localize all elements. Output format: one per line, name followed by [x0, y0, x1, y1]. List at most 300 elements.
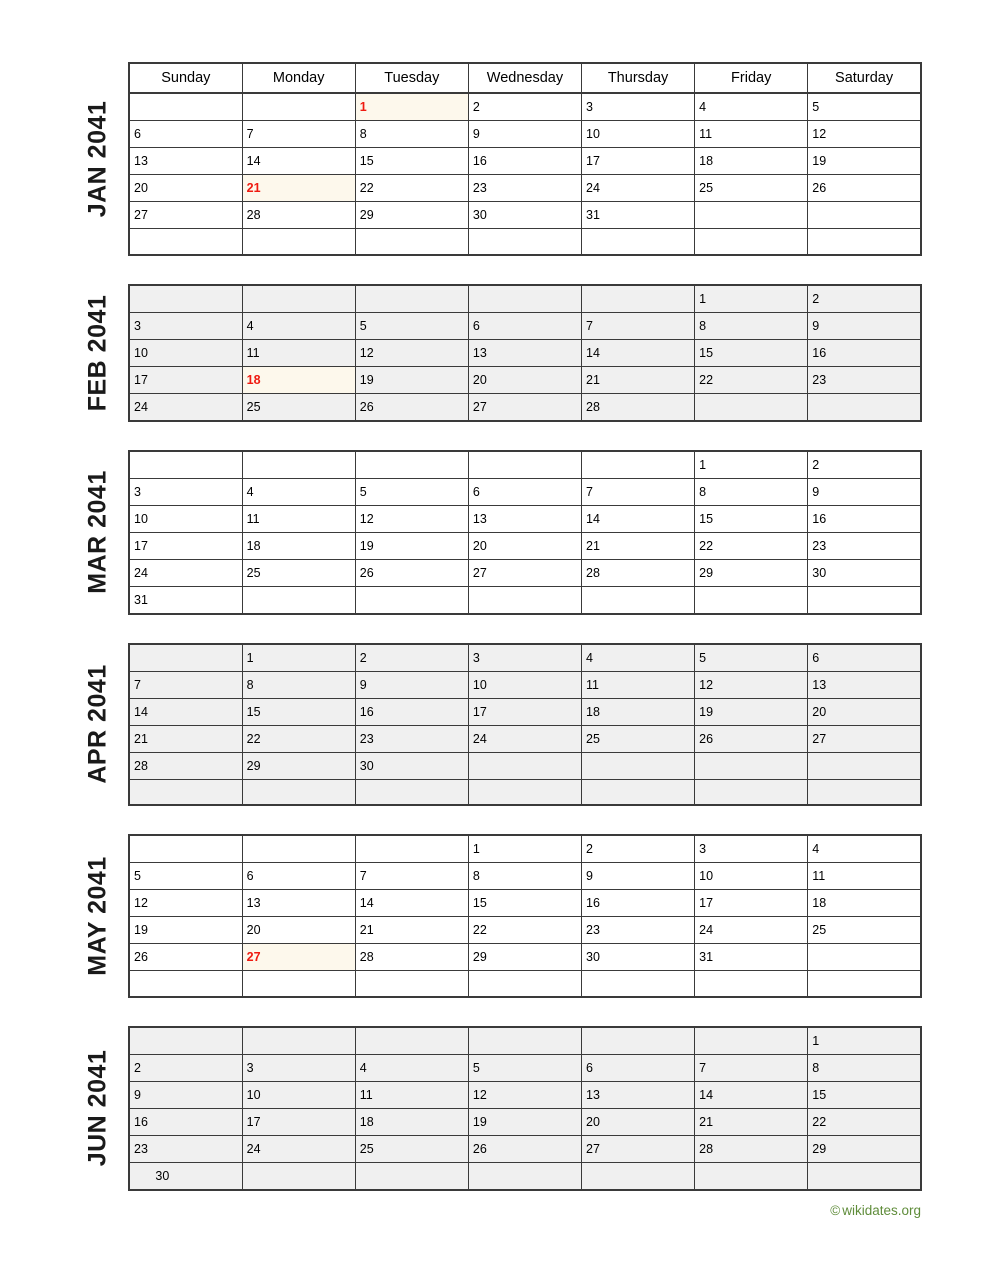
day-cell[interactable] [468, 93, 581, 121]
day-number: 1 [472, 842, 480, 856]
day-cell[interactable] [468, 121, 581, 148]
day-cell-empty [129, 835, 242, 863]
day-number: 5 [134, 869, 141, 883]
day-cell[interactable] [808, 532, 921, 559]
day-cell-highlighted[interactable] [242, 366, 355, 393]
day-cell[interactable] [355, 121, 468, 148]
day-number: 11 [246, 345, 260, 360]
day-number: 2 [472, 100, 480, 114]
day-cell[interactable] [468, 644, 581, 672]
day-cell[interactable] [355, 559, 468, 586]
day-cell[interactable] [355, 890, 468, 917]
day-cell-empty [129, 285, 242, 313]
day-cell[interactable] [808, 339, 921, 366]
week-row [129, 366, 921, 393]
day-cell[interactable] [129, 1108, 242, 1135]
day-cell[interactable] [808, 1135, 921, 1162]
day-number: 8 [699, 484, 707, 499]
day-cell[interactable] [242, 1054, 355, 1081]
day-cell[interactable] [355, 917, 468, 944]
day-cell[interactable] [468, 559, 581, 586]
day-number: 3 [699, 842, 707, 856]
day-cell-highlighted[interactable] [242, 944, 355, 971]
day-cell[interactable] [582, 1108, 695, 1135]
day-cell[interactable] [129, 1054, 242, 1081]
day-cell[interactable] [129, 671, 242, 698]
day-number: 14 [586, 511, 600, 526]
day-cell[interactable] [582, 863, 695, 890]
day-number: 5 [472, 1060, 480, 1075]
day-cell[interactable] [468, 725, 581, 752]
day-number: 3 [134, 484, 141, 499]
day-number: 30 [586, 950, 600, 964]
day-cell[interactable] [129, 505, 242, 532]
copyright-icon: © [830, 1203, 841, 1218]
day-number: 16 [812, 511, 827, 526]
day-cell-empty [242, 835, 355, 863]
day-cell[interactable] [355, 478, 468, 505]
month-label-apr: APR 2041 [83, 664, 112, 784]
weekday-header-monday: Monday [242, 63, 355, 93]
day-cell[interactable] [355, 1108, 468, 1135]
day-cell[interactable] [582, 148, 695, 175]
day-cell[interactable] [242, 312, 355, 339]
day-cell-empty [695, 202, 808, 229]
day-cell[interactable] [468, 1108, 581, 1135]
day-cell[interactable] [355, 532, 468, 559]
day-cell[interactable] [808, 559, 921, 586]
day-cell[interactable] [355, 944, 468, 971]
day-cell[interactable] [808, 175, 921, 202]
day-number: 25 [246, 565, 261, 580]
week-row [129, 725, 921, 752]
day-cell[interactable] [468, 944, 581, 971]
day-number: 20 [246, 923, 261, 937]
week-row [129, 312, 921, 339]
day-cell[interactable] [242, 863, 355, 890]
day-cell[interactable] [242, 1081, 355, 1108]
day-number: 1 [699, 291, 707, 306]
day-cell[interactable] [695, 366, 808, 393]
week-row [129, 586, 921, 614]
day-cell[interactable] [468, 312, 581, 339]
day-cell-empty [129, 229, 242, 255]
day-number: 21 [246, 181, 261, 195]
day-cell[interactable] [355, 752, 468, 779]
day-number: 4 [586, 650, 593, 665]
day-cell[interactable] [242, 559, 355, 586]
day-cell-empty [242, 971, 355, 997]
day-cell[interactable] [468, 671, 581, 698]
month-label-wrap-mar [68, 450, 128, 615]
day-cell-empty [242, 93, 355, 121]
day-cell[interactable] [582, 917, 695, 944]
day-number: 18 [246, 372, 261, 387]
day-cell[interactable] [468, 698, 581, 725]
day-cell[interactable] [695, 1081, 808, 1108]
day-cell[interactable] [695, 175, 808, 202]
day-cell[interactable] [355, 175, 468, 202]
day-cell[interactable] [808, 890, 921, 917]
day-cell[interactable] [355, 1054, 468, 1081]
day-cell[interactable] [808, 698, 921, 725]
week-row [129, 1054, 921, 1081]
day-cell[interactable] [582, 1081, 695, 1108]
day-cell[interactable] [129, 725, 242, 752]
day-cell[interactable] [242, 752, 355, 779]
day-cell[interactable] [129, 586, 242, 614]
day-cell[interactable] [468, 532, 581, 559]
day-number: 9 [812, 318, 820, 333]
day-cell[interactable] [355, 505, 468, 532]
day-cell[interactable] [468, 366, 581, 393]
day-cell-empty [695, 752, 808, 779]
day-number: 11 [812, 869, 826, 883]
day-cell[interactable] [355, 1081, 468, 1108]
day-cell[interactable] [129, 148, 242, 175]
day-cell[interactable] [808, 671, 921, 698]
day-number: 5 [359, 318, 367, 333]
month-block-jan [68, 62, 921, 256]
week-row [129, 285, 921, 313]
day-cell[interactable] [129, 944, 242, 971]
day-cell[interactable] [468, 339, 581, 366]
day-cell[interactable] [582, 312, 695, 339]
day-cell-empty [355, 451, 468, 479]
day-cell[interactable] [808, 835, 921, 863]
day-number: 31 [134, 592, 148, 607]
day-number: 12 [134, 896, 148, 910]
day-cell[interactable] [582, 944, 695, 971]
week-row [129, 202, 921, 229]
day-cell[interactable] [129, 752, 242, 779]
day-cell[interactable] [808, 93, 921, 121]
day-cell[interactable] [808, 478, 921, 505]
day-number: 15 [812, 1087, 827, 1102]
day-cell[interactable] [242, 1135, 355, 1162]
day-cell[interactable] [242, 698, 355, 725]
day-cell[interactable] [695, 285, 808, 313]
day-number: 16 [472, 154, 487, 168]
day-cell-empty [808, 779, 921, 805]
day-cell[interactable] [582, 698, 695, 725]
day-cell[interactable] [582, 559, 695, 586]
day-number: 24 [586, 181, 600, 195]
day-cell[interactable] [808, 725, 921, 752]
day-cell[interactable] [468, 478, 581, 505]
day-number: 13 [246, 896, 261, 910]
day-cell[interactable] [242, 917, 355, 944]
day-cell[interactable] [355, 393, 468, 421]
day-cell[interactable] [355, 863, 468, 890]
day-cell[interactable] [582, 644, 695, 672]
day-cell[interactable] [808, 917, 921, 944]
day-cell[interactable] [129, 175, 242, 202]
day-cell[interactable] [695, 339, 808, 366]
day-number: 28 [359, 950, 374, 964]
day-cell[interactable] [695, 121, 808, 148]
day-cell-empty [242, 586, 355, 614]
day-cell[interactable] [582, 725, 695, 752]
month-label-wrap-jan [68, 62, 128, 256]
day-number: 27 [586, 1141, 600, 1156]
day-cell[interactable] [695, 451, 808, 479]
day-cell-empty [808, 229, 921, 255]
day-cell[interactable] [695, 148, 808, 175]
day-cell[interactable] [355, 644, 468, 672]
day-cell[interactable] [129, 393, 242, 421]
day-number: 2 [359, 650, 367, 665]
day-number: 14 [134, 704, 148, 719]
day-cell[interactable] [355, 1135, 468, 1162]
day-cell[interactable] [468, 1081, 581, 1108]
day-cell[interactable] [695, 1054, 808, 1081]
week-row [129, 779, 921, 805]
day-cell[interactable] [129, 863, 242, 890]
day-cell[interactable] [582, 835, 695, 863]
day-cell-highlighted[interactable] [242, 175, 355, 202]
day-number: 2 [586, 842, 593, 856]
day-cell[interactable] [695, 725, 808, 752]
day-cell[interactable] [582, 366, 695, 393]
month-label-feb: FEB 2041 [83, 294, 112, 411]
day-number: 8 [699, 318, 707, 333]
day-cell-highlighted[interactable] [355, 93, 468, 121]
week-row [129, 505, 921, 532]
day-cell-empty [695, 1162, 808, 1190]
day-cell[interactable] [242, 671, 355, 698]
day-cell[interactable] [129, 1162, 242, 1190]
day-cell[interactable] [695, 1135, 808, 1162]
day-cell[interactable] [242, 890, 355, 917]
day-number: 17 [472, 704, 487, 719]
day-cell[interactable] [808, 1027, 921, 1055]
day-cell[interactable] [468, 393, 581, 421]
day-cell[interactable] [582, 1054, 695, 1081]
day-cell[interactable] [129, 339, 242, 366]
day-cell[interactable] [129, 1135, 242, 1162]
day-cell[interactable] [468, 148, 581, 175]
day-number: 23 [812, 372, 827, 387]
day-cell[interactable] [695, 863, 808, 890]
day-cell[interactable] [242, 339, 355, 366]
day-cell[interactable] [582, 890, 695, 917]
day-cell[interactable] [242, 532, 355, 559]
day-cell[interactable] [582, 478, 695, 505]
day-cell[interactable] [355, 202, 468, 229]
day-cell[interactable] [695, 532, 808, 559]
day-number: 24 [134, 565, 148, 580]
day-cell[interactable] [129, 121, 242, 148]
day-number: 26 [359, 565, 374, 580]
day-cell-empty [468, 285, 581, 313]
day-cell[interactable] [242, 725, 355, 752]
day-cell[interactable] [582, 1135, 695, 1162]
day-cell[interactable] [129, 698, 242, 725]
week-row [129, 971, 921, 997]
day-number: 19 [699, 704, 714, 719]
day-cell[interactable] [468, 1135, 581, 1162]
day-cell[interactable] [242, 644, 355, 672]
day-cell[interactable] [242, 393, 355, 421]
day-cell[interactable] [695, 835, 808, 863]
day-cell-empty [355, 1027, 468, 1055]
day-cell[interactable] [468, 835, 581, 863]
day-cell[interactable] [808, 285, 921, 313]
day-number: 26 [134, 950, 148, 964]
day-cell[interactable] [808, 1054, 921, 1081]
day-cell[interactable] [582, 202, 695, 229]
day-number: 13 [134, 154, 148, 168]
day-cell[interactable] [129, 312, 242, 339]
day-cell[interactable] [242, 1108, 355, 1135]
day-cell[interactable] [355, 339, 468, 366]
day-cell[interactable] [468, 917, 581, 944]
day-cell[interactable] [808, 644, 921, 672]
day-cell[interactable] [242, 202, 355, 229]
day-number: 23 [134, 1141, 148, 1156]
day-cell[interactable] [468, 1054, 581, 1081]
day-cell[interactable] [582, 93, 695, 121]
day-number: 23 [586, 923, 600, 937]
day-cell[interactable] [695, 93, 808, 121]
day-cell[interactable] [808, 148, 921, 175]
day-cell[interactable] [129, 202, 242, 229]
day-cell[interactable] [695, 698, 808, 725]
day-cell[interactable] [355, 148, 468, 175]
day-cell[interactable] [808, 366, 921, 393]
day-cell[interactable] [468, 202, 581, 229]
day-cell-empty [808, 752, 921, 779]
day-cell[interactable] [582, 505, 695, 532]
day-number: 25 [359, 1141, 374, 1156]
day-number: 20 [812, 704, 827, 719]
day-number: 11 [586, 677, 599, 692]
day-cell[interactable] [129, 1081, 242, 1108]
day-number: 21 [699, 1114, 714, 1129]
day-cell[interactable] [695, 559, 808, 586]
day-cell-empty [242, 779, 355, 805]
day-cell[interactable] [808, 1108, 921, 1135]
day-cell[interactable] [242, 148, 355, 175]
day-number: 7 [359, 869, 367, 883]
day-cell[interactable] [355, 725, 468, 752]
day-cell[interactable] [808, 451, 921, 479]
month-label-jun: JUN 2041 [83, 1049, 112, 1167]
day-cell[interactable] [468, 863, 581, 890]
day-cell-empty [468, 451, 581, 479]
day-cell[interactable] [129, 366, 242, 393]
day-cell[interactable] [129, 532, 242, 559]
day-cell[interactable] [468, 890, 581, 917]
day-cell[interactable] [695, 644, 808, 672]
day-number: 19 [359, 372, 374, 387]
day-cell-empty [468, 229, 581, 255]
day-cell[interactable] [129, 478, 242, 505]
day-cell[interactable] [355, 698, 468, 725]
day-number: 1 [812, 1033, 820, 1048]
day-number: 6 [472, 318, 480, 333]
day-number: 16 [359, 704, 374, 719]
day-number: 14 [586, 345, 600, 360]
day-cell[interactable] [129, 917, 242, 944]
day-number: 10 [134, 511, 148, 526]
day-number: 23 [359, 731, 374, 746]
week-row [129, 451, 921, 479]
day-number: 31 [586, 208, 600, 222]
day-cell[interactable] [468, 505, 581, 532]
day-cell[interactable] [808, 312, 921, 339]
day-number: 16 [812, 345, 827, 360]
day-cell[interactable] [695, 478, 808, 505]
day-cell[interactable] [355, 366, 468, 393]
day-cell[interactable] [129, 890, 242, 917]
day-cell[interactable] [808, 1081, 921, 1108]
day-cell[interactable] [582, 393, 695, 421]
day-number: 21 [586, 538, 600, 553]
weekday-header-sunday: Sunday [129, 63, 242, 93]
day-number: 6 [134, 127, 141, 141]
day-cell[interactable] [695, 1108, 808, 1135]
day-cell[interactable] [355, 312, 468, 339]
day-cell[interactable] [695, 505, 808, 532]
day-cell-empty [695, 586, 808, 614]
day-number: 29 [472, 950, 487, 964]
day-cell[interactable] [468, 175, 581, 202]
day-cell[interactable] [242, 505, 355, 532]
day-cell-empty [808, 586, 921, 614]
day-cell[interactable] [695, 944, 808, 971]
day-cell[interactable] [582, 339, 695, 366]
day-number: 7 [586, 318, 593, 333]
day-cell[interactable] [695, 890, 808, 917]
month-block-apr [68, 643, 921, 807]
day-cell-empty [129, 451, 242, 479]
day-cell-empty [355, 971, 468, 997]
day-cell-empty [355, 285, 468, 313]
day-number: 25 [699, 181, 714, 195]
day-cell[interactable] [695, 671, 808, 698]
week-row [129, 698, 921, 725]
day-cell[interactable] [242, 478, 355, 505]
day-number: 11 [699, 127, 713, 141]
day-cell[interactable] [695, 312, 808, 339]
day-number: 3 [586, 100, 593, 114]
month-label-wrap-jun [68, 1026, 128, 1191]
day-cell[interactable] [582, 532, 695, 559]
day-cell[interactable] [582, 175, 695, 202]
week-row [129, 944, 921, 971]
month-grid-jun [128, 1026, 922, 1191]
day-number: 26 [359, 399, 374, 414]
day-cell[interactable] [808, 863, 921, 890]
day-cell[interactable] [808, 505, 921, 532]
day-cell-empty [129, 779, 242, 805]
day-cell[interactable] [129, 559, 242, 586]
day-cell[interactable] [582, 121, 695, 148]
day-cell-empty [808, 971, 921, 997]
day-number: 13 [586, 1087, 600, 1102]
day-number: 16 [586, 896, 600, 910]
day-number: 27 [246, 950, 261, 964]
day-cell[interactable] [355, 671, 468, 698]
day-cell[interactable] [582, 671, 695, 698]
day-cell-empty [582, 779, 695, 805]
day-cell[interactable] [695, 917, 808, 944]
day-cell-empty [468, 1027, 581, 1055]
day-cell[interactable] [808, 121, 921, 148]
day-cell[interactable] [242, 121, 355, 148]
